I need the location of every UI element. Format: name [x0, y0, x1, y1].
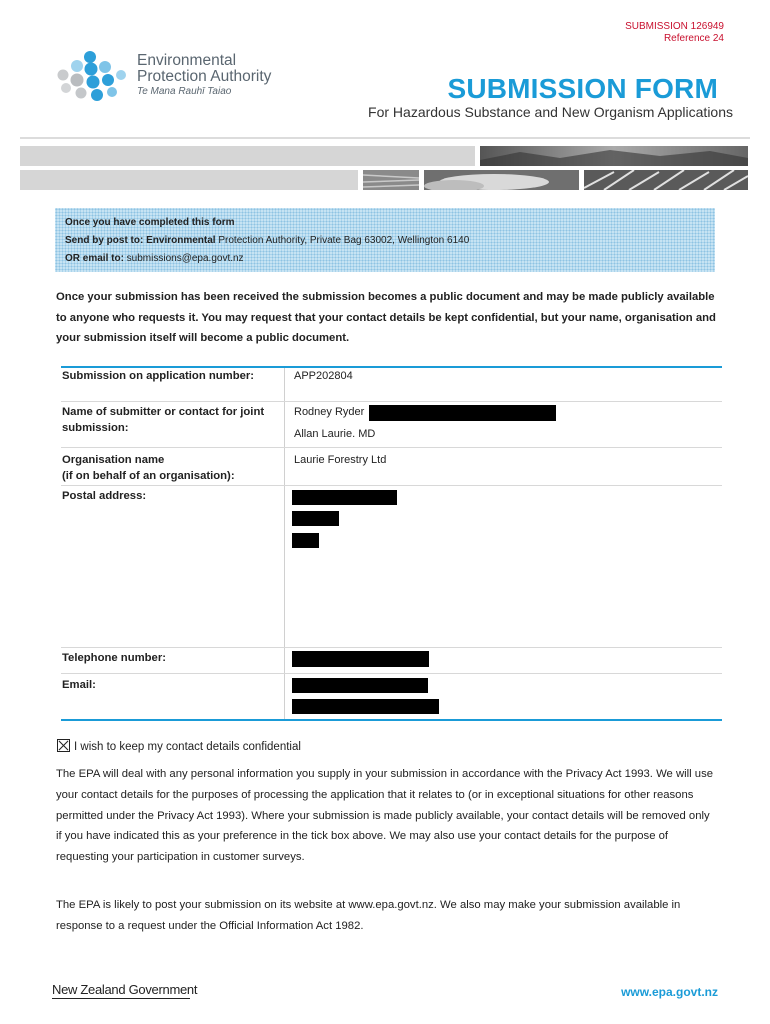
postal-address-label: Postal address: [62, 490, 147, 502]
post-label: Send by post to: Environmental [65, 235, 216, 246]
email-label: OR email to: [65, 253, 124, 264]
telephone-label: Telephone number: [62, 652, 166, 664]
redacted-block [292, 651, 429, 667]
page-title: SUBMISSION FORM [447, 73, 718, 104]
confidential-checkbox-label: I wish to keep my contact details confidential [74, 741, 301, 753]
post-address: Protection Authority, Private Bag 63002, Wellington 6140 [215, 235, 470, 246]
organisation-label-line2: (if on behalf of an organisation): [62, 470, 235, 482]
row-divider [61, 447, 722, 448]
banner-strip-top [20, 146, 475, 166]
application-number-value: APP202804 [294, 370, 353, 382]
submitter-label: Name of submitter or contact for joint submission: [62, 406, 265, 434]
row-divider [61, 485, 722, 486]
redacted-block [292, 678, 428, 693]
banner-photo-texture [363, 170, 419, 190]
submitter-name-2: Allan Laurie. MD [294, 428, 376, 440]
redacted-block [292, 533, 319, 548]
organisation-value: Laurie Forestry Ltd [294, 454, 387, 466]
org-name-line1: Environmental [137, 52, 237, 69]
submission-number: SUBMISSION 126949 [625, 21, 724, 32]
redacted-block [292, 699, 439, 714]
org-maori-name: Te Mana Rauhī Taiao [137, 86, 232, 97]
confidential-checkbox[interactable] [57, 739, 301, 753]
redacted-block [369, 405, 556, 421]
banner-photo-landscape [480, 146, 748, 166]
organisation-label-line1: Organisation name [62, 454, 165, 466]
epa-logo-icon [52, 50, 132, 105]
organisation-label [62, 452, 277, 484]
row-divider [61, 673, 722, 674]
public-document-notice: Once your submission has been received the submission becomes a public document and may be made publicly available to anyone who requests it. You may request that your contact details be kept confidential, but your name, organisation and your submission itself will become a public document. [56, 291, 716, 344]
row-divider [61, 401, 722, 402]
website-paragraph: The EPA is likely to post your submission on its website at www.epa.govt.nz. We also may make your submission available in response to a request under the Official Information Act 1982. [56, 899, 681, 932]
table-bottom-border [61, 719, 722, 721]
nz-government-underline [52, 998, 190, 999]
banner-photo-sky [424, 170, 579, 190]
submitter-name-1: Rodney Ryder [294, 406, 365, 418]
table-column-divider [284, 368, 285, 719]
submission-reference [625, 21, 724, 45]
org-name-line2: Protection Authority [137, 68, 272, 85]
nz-government-logo [52, 982, 197, 997]
submission-email[interactable]: submissions@epa.govt.nz [123, 253, 244, 264]
reference-number: Reference 24 [663, 33, 724, 44]
footer-website-link[interactable]: www.epa.govt.nz [621, 985, 718, 999]
redacted-block [292, 511, 339, 526]
page-subtitle: For Hazardous Substance and New Organism Applications [368, 104, 733, 120]
row-divider [61, 647, 722, 648]
email-field-label: Email: [62, 679, 96, 691]
redacted-block [292, 490, 397, 505]
banner-strip-bottom [20, 170, 358, 190]
header-divider [20, 137, 750, 139]
instructions-heading: Once you have completed this form [65, 217, 235, 228]
banner-photo-fern [584, 170, 748, 190]
submission-instructions [55, 208, 715, 272]
nz-government-text: New Zealand Government [52, 982, 198, 997]
privacy-paragraph: The EPA will deal with any personal information you supply in your submission in accordance with the Privacy Act 1993. We will use your contact details for the purposes of processing the application that it relates to (or in exceptional situations for other reasons permitted under the Privacy Act 1993). Where your submission is made publicly available, your contact details will be removed only if you have indicated this as your preference in the tick box above. We may also use your contact details for the purpose of requesting your participation in customer surveys. [56, 768, 714, 864]
org-name [137, 53, 271, 98]
checkbox-checked-icon[interactable] [57, 739, 70, 752]
application-number-label: Submission on application number: [62, 370, 255, 382]
